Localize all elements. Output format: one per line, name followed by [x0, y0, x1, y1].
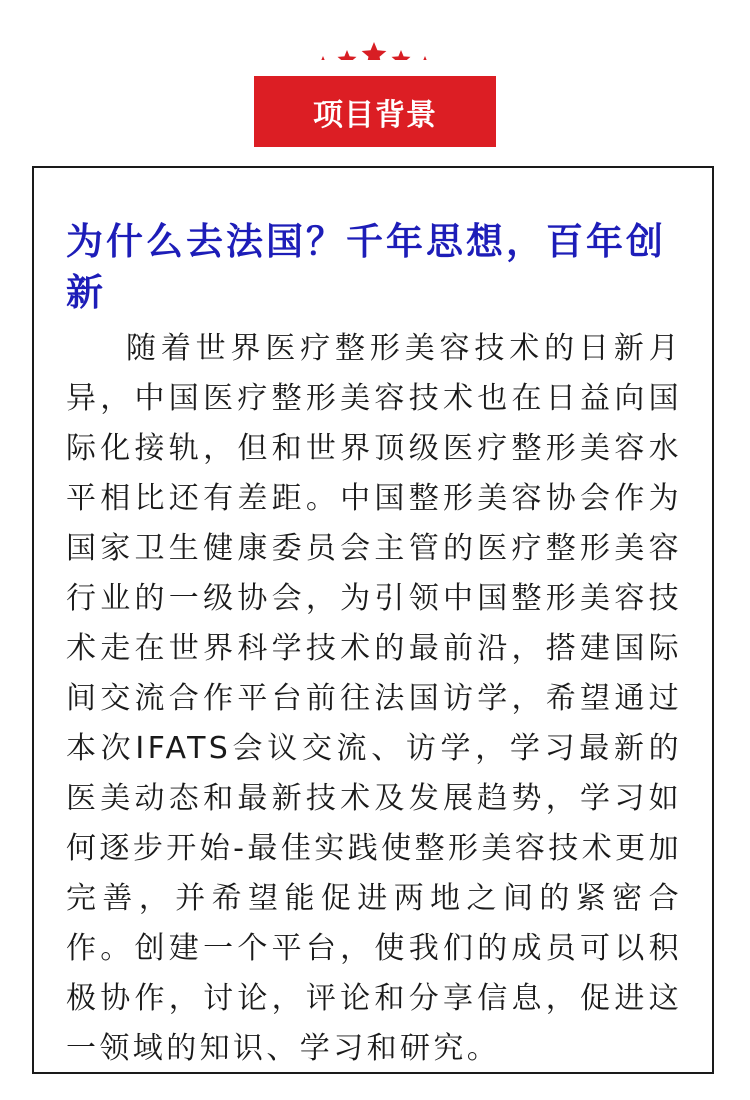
content-box [32, 166, 714, 1074]
stars-decoration [0, 20, 750, 60]
section-title: 项目背景 [313, 97, 437, 133]
star-icon [392, 50, 411, 60]
star-icon [362, 42, 387, 60]
section-banner [254, 76, 496, 147]
article-paragraph: 随着世界医疗整形美容技术的日新月异，中国医疗整形美容技术也在日益向国际化接轨，但和世界顶级医疗整形美容水平相比还有差距。中国整形美容协会作为国家卫生健康委员会主管的医疗整形美容行业的一级协会，为引领中国整形美容技术走在世界科学技术的最前沿，搭建国际间交流合作平台前往法国访学，希望通过本次IFATS会议交流、访学，学习最新的医美动态和最新技术及发展趋势，学习如何逐步开始-最佳实践使整形美容技术更加完善，并希望能促进两地之间的紧密合作。创建一个平台，使我们的成员可以积极协作，讨论，评论和分享信息，促进这一领域的知识、学习和研究。 [66, 331, 682, 1066]
article-heading: 为什么去法国？千年思想，百年创新 [66, 220, 666, 314]
star-icon [417, 56, 432, 60]
star-icon [338, 50, 357, 60]
star-icon [315, 56, 330, 60]
